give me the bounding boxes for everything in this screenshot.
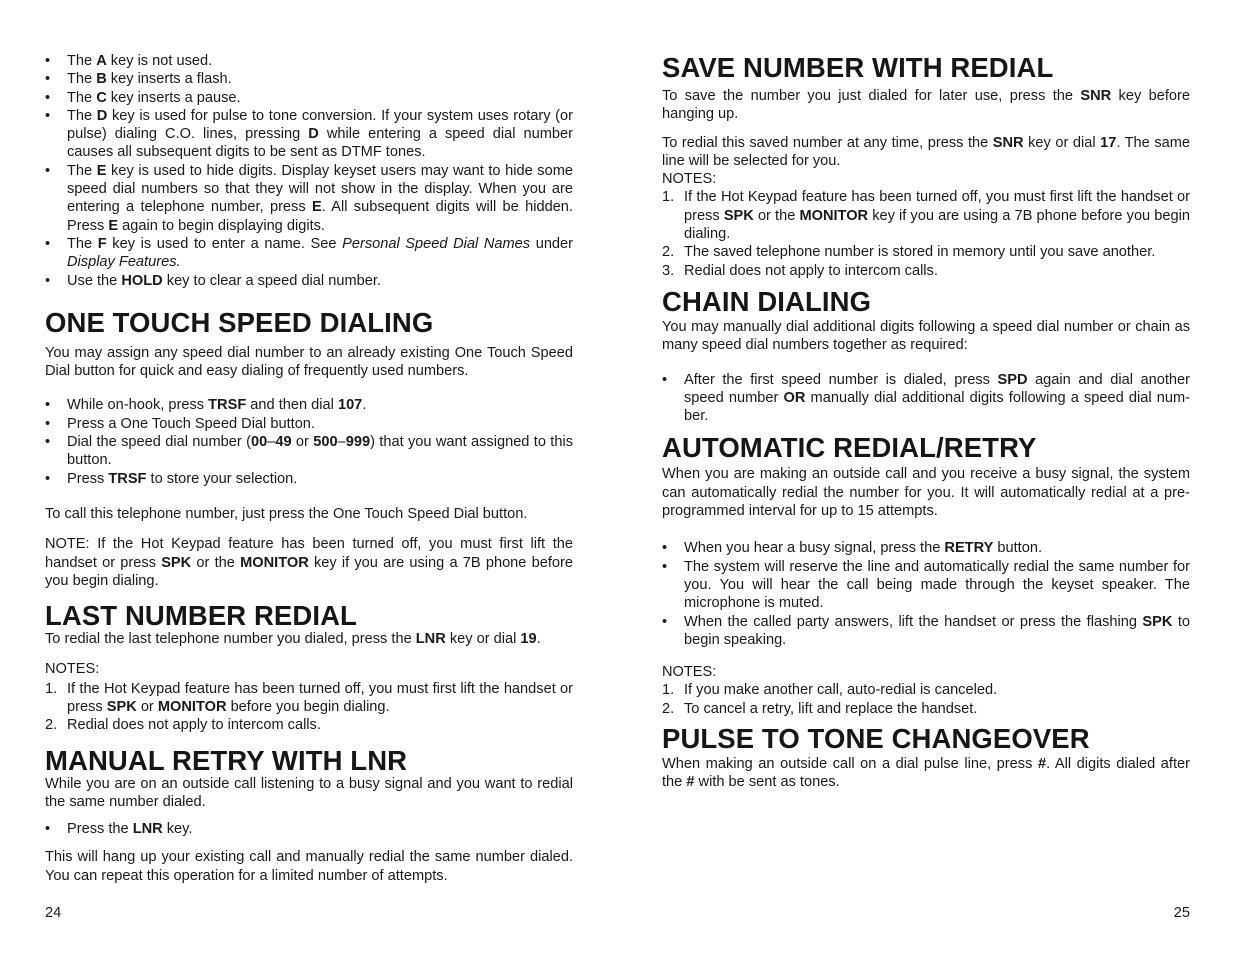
list-item-text: Dial the speed dial number (00–49 or 500–999) that you want assigned to this button. — [67, 434, 573, 469]
last-number-notes — [45, 680, 573, 735]
list-number: 1. — [662, 189, 675, 206]
bullet-item — [45, 433, 573, 470]
bullet-icon: • — [662, 371, 668, 388]
bullet-icon: • — [45, 53, 51, 69]
one-touch-steps — [45, 396, 573, 487]
bullet-item — [45, 820, 573, 838]
manual-retry-steps — [45, 820, 573, 838]
bullet-item — [45, 52, 573, 70]
manual-retry-intro: While you are on an outside call listening to a busy signal and you want to redial the same number dialed. — [45, 775, 573, 810]
bullet-item — [45, 70, 573, 88]
list-item-text: The D key is used for pulse to tone conversion. If your system uses rotary (or pulse) dialing C.O. lines, pressing D while entering a speed dial number causes all subsequent digits to be sent as DTMF tones. — [67, 107, 574, 161]
section-heading-last-number-redial: LAST NUMBER REDIAL — [45, 600, 357, 632]
auto-redial-notes-label: NOTES: — [662, 664, 717, 681]
bullet-item — [45, 107, 573, 162]
list-item-text: When the called party answers, lift the handset or press the flashing SPK to begin speaking. — [684, 613, 1190, 648]
bullet-icon: • — [45, 397, 51, 414]
bullet-icon: • — [45, 89, 51, 106]
bullet-item — [45, 470, 573, 488]
bullet-item — [662, 371, 1190, 426]
bullet-icon: • — [662, 558, 668, 575]
list-item-text: The E key is used to hide digits. Display keyset users may want to hide some speed dial numbers so that they will not show in the display. When you are entering a telephone number, press E. All subsequent digits will be hidden. Press E again to begin displaying digits. — [67, 162, 573, 234]
numbered-note-item — [662, 243, 1190, 261]
bullet-item — [662, 613, 1190, 650]
list-item-text: Redial does not apply to intercom calls. — [684, 262, 938, 279]
list-item-text: The B key inserts a flash. — [67, 71, 232, 88]
bullet-icon: • — [45, 235, 51, 252]
numbered-note-item — [45, 716, 573, 734]
one-touch-intro: You may assign any speed dial number to an already existing One Touch Speed Dial button for quick and easy dialing of frequently used numbers. — [45, 344, 573, 380]
list-item-text: The C key inserts a pause. — [67, 89, 241, 106]
list-item-text: Press TRSF to store your selection. — [67, 470, 298, 487]
section-heading-manual-retry: MANUAL RETRY WITH LNR — [45, 744, 408, 776]
bullet-icon: • — [662, 540, 668, 557]
last-number-intro: To redial the last telephone number you dialed, press the LNR key or dial 19. — [45, 631, 541, 648]
pulse-tone-intro: When making an outside call on a dial pulse line, press #. All digits dialed after the # with be sent as tones. — [662, 756, 1190, 791]
list-number: 2. — [45, 717, 58, 734]
list-item-text: The system will reserve the line and automatically redial the same number for you. You will hear the call being made through the keyset speaker. The microphone is muted. — [684, 558, 1190, 612]
list-number: 1. — [662, 682, 675, 699]
bullet-item — [45, 396, 573, 414]
left-page — [45, 52, 573, 887]
list-item-text: The F key is used to enter a name. See Personal Speed Dial Names under Display Features. — [67, 235, 574, 271]
list-item-text: Press the LNR key. — [67, 821, 193, 838]
numbered-note-item — [662, 681, 1190, 699]
list-item-text: If the Hot Keypad feature has been turned off, you must first lift the handset or press SPK or the MONITOR key if you are using a 7B phone before you begin dialing. — [684, 189, 1190, 243]
chain-dialing-intro: You may manually dial additional digits following a speed dial number or chain as many speed dial numbers together as required: — [662, 318, 1190, 354]
list-item-text: Use the HOLD key to clear a speed dial number. — [67, 272, 381, 289]
bullet-item — [45, 162, 573, 235]
right-page — [662, 52, 1190, 792]
list-item-text: To cancel a retry, lift and replace the handset. — [684, 700, 978, 717]
bullet-item — [45, 415, 573, 433]
section-heading-one-touch: ONE TOUCH SPEED DIALING — [45, 306, 434, 338]
list-item-text: Press a One Touch Speed Dial button. — [67, 415, 315, 432]
list-item-text: If you make another call, auto-redial is canceled. — [684, 682, 998, 699]
bullet-icon: • — [45, 107, 51, 124]
numbered-note-item — [662, 700, 1190, 718]
last-number-notes-label: NOTES: — [45, 661, 100, 678]
page-number-right: 25 — [1173, 905, 1190, 921]
chain-dialing-steps — [662, 371, 1190, 426]
bullet-item — [45, 89, 573, 107]
save-number-notes — [662, 188, 1190, 279]
list-item-text: After the first speed number is dialed, press SPD again and dial another speed number OR manually dial additional digits following a speed dial number. — [684, 371, 1190, 425]
list-number: 2. — [662, 700, 675, 717]
bullet-icon: • — [45, 162, 51, 179]
bullet-icon: • — [45, 272, 51, 289]
auto-redial-intro: When you are making an outside call and you receive a busy signal, the system can automatically redial the number for you. It will automatically redial at a preprogrammed interval for up to 15 attempts. — [662, 466, 1190, 520]
bullet-item — [662, 558, 1190, 613]
section-heading-save-number: SAVE NUMBER WITH REDIAL — [662, 52, 1054, 83]
list-item-text: When you hear a busy signal, press the RETRY button. — [684, 540, 1043, 557]
bullet-icon: • — [45, 415, 51, 432]
manual-retry-outro: This will hang up your existing call and manually redial the same number dialed. You can repeat this operation for a limited number of attempts. — [45, 848, 573, 884]
list-number: 2. — [662, 244, 675, 261]
numbered-note-item — [662, 262, 1190, 280]
auto-redial-notes — [662, 681, 1190, 718]
list-number: 1. — [45, 680, 58, 697]
section-heading-automatic-redial: AUTOMATIC REDIAL/RETRY — [662, 432, 1037, 464]
list-item-text: While on-hook, press TRSF and then dial 107. — [67, 397, 367, 414]
key-bullet-list — [45, 52, 573, 290]
save-number-notes-label: NOTES: — [662, 171, 717, 188]
bullet-item — [45, 272, 573, 290]
auto-redial-steps — [662, 539, 1190, 649]
page-number-left: 24 — [45, 905, 62, 921]
bullet-icon: • — [45, 434, 51, 451]
section-heading-pulse-tone: PULSE TO TONE CHANGEOVER — [662, 723, 1090, 755]
list-number: 3. — [662, 262, 675, 279]
bullet-icon: • — [45, 71, 51, 88]
save-number-redial-text: To redial this saved number at any time, press the SNR key or dial 17. The same line will be selected for you. — [662, 134, 1190, 169]
bullet-item — [662, 539, 1190, 557]
one-touch-call-text: To call this telephone number, just press the One Touch Speed Dial button. — [45, 505, 528, 522]
bullet-item — [45, 235, 573, 272]
list-item-text: If the Hot Keypad feature has been turned off, you must first lift the handset or press SPK or MONITOR before you begin dialing. — [67, 680, 573, 716]
bullet-icon: • — [662, 613, 668, 630]
bullet-icon: • — [45, 470, 51, 487]
list-item-text: Redial does not apply to intercom calls. — [67, 717, 321, 734]
numbered-note-item — [662, 188, 1190, 243]
section-heading-chain-dialing: CHAIN DIALING — [662, 285, 872, 317]
numbered-note-item — [45, 680, 573, 717]
list-item-text: The saved telephone number is stored in memory until you save another. — [684, 244, 1156, 261]
one-touch-note: NOTE: If the Hot Keypad feature has been turned off, you must first lift the handset or press SPK or the MONITOR key if you are using a 7B phone before you begin dialing. — [45, 536, 573, 589]
bullet-icon: • — [45, 821, 51, 838]
save-number-intro: To save the number you just dialed for later use, press the SNR key before hanging up. — [662, 88, 1190, 123]
list-item-text: The A key is not used. — [67, 53, 213, 69]
